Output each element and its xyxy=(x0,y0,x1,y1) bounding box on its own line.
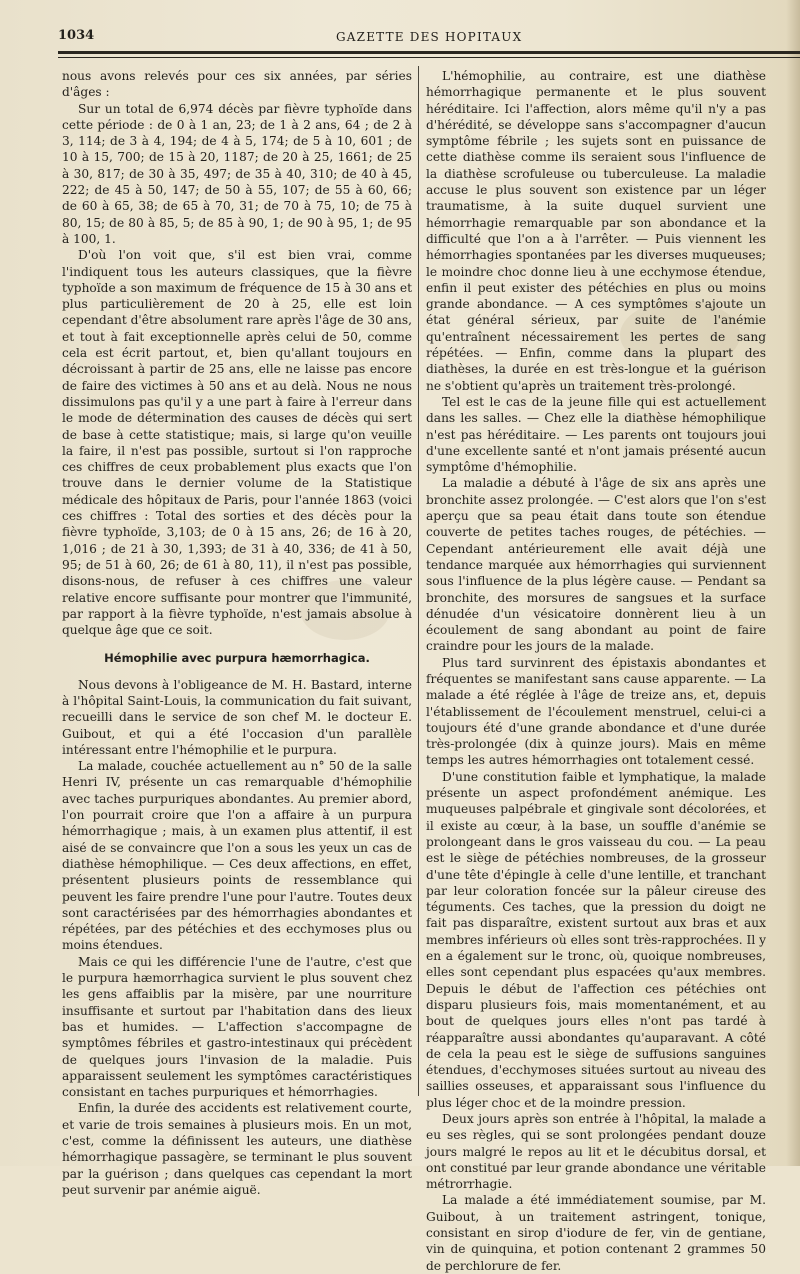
paragraph: Tel est le cas de la jeune fille qui est actuellement dans les salles. — Chez elle la diathèse hémophilique n'est pas héréditaire. — Les parents ont toujours joui d'une excellente santé et n'ont jamais présenté aucun symptôme d'hémophilie. xyxy=(426,394,766,475)
header-rule-thin xyxy=(58,57,800,58)
page-number: 1034 xyxy=(58,28,95,43)
paragraph: La malade a été immédiatement soumise, par M. Guibout, à un traitement astringent, tonique, consistant en sirop d'iodure de fer, vin de gentiane, vin de quinquina, et potion contenant 2 grammes 50 de perchlorure de fer. xyxy=(426,1193,766,1273)
paragraph: nous avons relevés pour ces six années, par séries d'âges : xyxy=(62,69,412,100)
paragraph: La malade, couchée actuellement au n° 50 de la salle Henri IV, présente un cas remarquable d'hémophilie avec taches purpuriques abondantes. Au premier abord, l'on pourrait croire que l'on a affaire à un purpura hémorrhagique ; mais, à un examen plus attentif, il est aisé de se convaincre que l'on a sous les yeux un cas de diathèse hémophilique. — Ces deux affections, en effet, présentent plusieurs points de ressemblance qui peuvent les faire prendre l'une pour l'autre. Toutes deux sont caractérisées par des hémorrhagies abondantes et répétées, par des pétéchies et des ecchymoses plus ou moins étendues. xyxy=(62,759,412,953)
paragraph: Mais ce qui les différencie l'une de l'autre, c'est que le purpura hæmorrhagica survient le plus souvent chez les gens affaiblis par la misère, par une nourriture insuffisante et surtout par l'habitation dans des lieux bas et humides. — L'affection s'accompagne de symptômes fébriles et gastro-intestinaux qui précèdent de quelques jours l'invasion de la maladie. Puis apparaissent seulement les symptômes caractéristiques consistant en taches purpuriques et hémorrhagies. xyxy=(62,954,412,1100)
page-header xyxy=(58,26,798,48)
binding-edge-shadow xyxy=(786,0,800,1166)
column-divider xyxy=(418,66,419,1096)
paragraph: L'hémophilie, au contraire, est une diathèse hémorrhagique permanente et le plus souvent héréditaire. Ici l'affection, alors même qu'il n'y a pas d'hérédité, se développe sans s'accompagner d'aucun symptôme fébrile ; les sujets sont en puissance de cette diathèse comme ils seraient sous l'influence de la diathèse scrofuleuse ou tuberculeuse. La maladie accuse le plus souvent son existence par un léger traumatisme, à la suite duquel survient une hémorrhagie remarquable par son abondance et la difficulté que l'on a à l'arrêter. — Puis viennent les hémorrhagies spontanées par les diverses muqueuses; le moindre choc donne lieu à une ecchymose étendue, enfin il peut exister des pétéchies en plus ou moins grande abondance. — A ces symptômes s'ajoute un état général sérieux, par suite de l'anémie qu'entraînent nécessairement les pertes de sang répétées. — Enfin, comme dans la plupart des diathèses, la durée en est très-longue et la guérison ne s'obtient qu'après un traitement très-prolongé. xyxy=(426,69,766,393)
running-title: GAZETTE DES HOPITAUX xyxy=(336,30,523,44)
paragraph: La maladie a débuté à l'âge de six ans après une bronchite assez prolongée. — C'est alors que l'on s'est aperçu que sa peau était dans toute son étendue couverte de petites taches rouges, de pétéchies. — Cependant antérieurement elle avait déjà une tendance marquée aux hémorrhagies qui surviennent sous l'influence de la plus légère cause. — Pendant sa bronchite, des morsures de sangsues et la surface dénudée d'un vésicatoire donnèrent lieu à un écoulement de sang abondant au point de faire craindre pour les jours de la malade. xyxy=(426,476,766,654)
left-column xyxy=(62,68,412,1198)
paragraph: Plus tard survinrent des épistaxis abondantes et fréquentes se manifestant sans cause apparente. — La malade a été réglée à l'âge de treize ans, et, depuis l'établissement de l'écoulement menstruel, celui-ci a toujours été d'une grande abondance et d'une durée très-prolongée (dix à quinze jours). Mais en même temps les autres hémorrhagies ont totalement cessé. xyxy=(426,655,766,768)
right-column xyxy=(426,68,766,1274)
header-rule-thick xyxy=(58,51,800,54)
paragraph: D'où l'on voit que, s'il est bien vrai, comme l'indiquent tous les auteurs classiques, que la fièvre typhoïde a son maximum de fréquence de 15 à 30 ans et plus particulièrement de 20 à 25, elle est loin cependant d'être absolument rare après l'âge de 30 ans, et tout à fait exceptionnelle après celui de 50, comme cela est écrit partout, et, bien qu'allant toujours en décroissant à partir de 25 ans, elle ne laisse pas encore de faire des victimes à 50 ans et au delà. Nous ne nous dissimulons pas qu'il y a une part à faire à l'erreur dans le mode de détermination des causes de décès qui sert de base à cette statistique; mais, si large qu'on veuille la faire, il n'est pas possible, surtout si l'on rapproche ces chiffres de ceux probablement plus exacts que l'on trouve dans le dernier volume de la Statistique médicale des hôpitaux de Paris, pour l'année 1863 (voici ces chiffres : Total des sorties et des décès pour la fièvre typhoïde, 3,103; de 0 à 15 ans, 26; de 16 à 20, 1,016 ; de 21 à 30, 1,393; de 31 à 40, 336; de 41 à 50, 95; de 51 à 60, 26; de 61 à 80, 11), il n'est pas possible, disons-nous, de refuser à ces chiffres une valeur relative encore suffisante pour montrer que l'immunité, par rapport à la fièvre typhoïde, n'est jamais absolue à quelque âge que ce soit. xyxy=(62,248,412,638)
paragraph: Nous devons à l'obligeance de M. H. Bastard, interne à l'hôpital Saint-Louis, la communication du fait suivant, recueilli dans le service de son chef M. le docteur E. Guibout, et qui a été l'occasion d'un parallèle intéressant entre l'hémophilie et le purpura. xyxy=(62,677,412,757)
paragraph: D'une constitution faible et lymphatique, la malade présente un aspect profondément anémique. Les muqueuses palpébrale et gingivale sont décolorées, et il existe au cœur, à la base, un souffle d'anémie se prolongeant dans le gros vaisseau du cou. — La peau est le siège de pétéchies nombreuses, de la grosseur d'une tête d'épingle à celle d'une lentille, et tranchant par leur coloration foncée sur la pâleur cireuse des téguments. Ces taches, que la pression du doigt ne fait pas disparaître, existent surtout aux bras et aux membres inférieurs où elles sont très-rapprochées. Il y en a également sur le tronc, où, quoique nombreuses, elles sont cependant plus espacées qu'aux membres. Depuis le début de l'affection ces pétéchies ont disparu plusieurs fois, mais momentanément, et au bout de quelques jours elles n'ont pas tardé à réapparaître aussi abondantes qu'auparavant. A côté de cela la peau est le siège de suffusions sanguines étendues, d'ecchymoses situées surtout au niveau des saillies osseuses, et apparaissant sous l'influence du plus léger choc et de la moindre pression. xyxy=(426,769,766,1110)
paragraph: Enfin, la durée des accidents est relativement courte, et varie de trois semaines à plusieurs mois. En un mot, c'est, comme la définissent les auteurs, une diathèse hémorrhagique passagère, se terminant le plus souvent par la guérison ; dans quelques cas cependant la mort peut survenir par anémie aiguë. xyxy=(62,1101,412,1197)
section-heading: Hémophilie avec purpura hæmorrhagica. xyxy=(104,651,370,666)
paragraph: Deux jours après son entrée à l'hôpital, la malade a eu ses règles, qui se sont prolongées pendant douze jours malgré le repos au lit et le décubitus dorsal, et ont constitué par leur grande abondance une véritable métrorrhagie. xyxy=(426,1112,766,1192)
paragraph: Sur un total de 6,974 décès par fièvre typhoïde dans cette période : de 0 à 1 an, 23; de 1 à 2 ans, 64 ; de 2 à 3, 114; de 3 à 4, 194; de 4 à 5, 174; de 5 à 10, 601 ; de 10 à 15, 700; de 15 à 20, 1187; de 20 à 25, 1661; de 25 à 30, 817; de 30 à 35, 497; de 35 à 40, 310; de 40 à 45, 222; de 45 à 50, 147; de 50 à 55, 107; de 55 à 60, 66; de 60 à 65, 38; de 65 à 70, 31; de 70 à 75, 10; de 75 à 80, 15; de 80 à 85, 5; de 85 à 90, 1; de 90 à 95, 1; de 95 à 100, 1. xyxy=(62,101,412,246)
